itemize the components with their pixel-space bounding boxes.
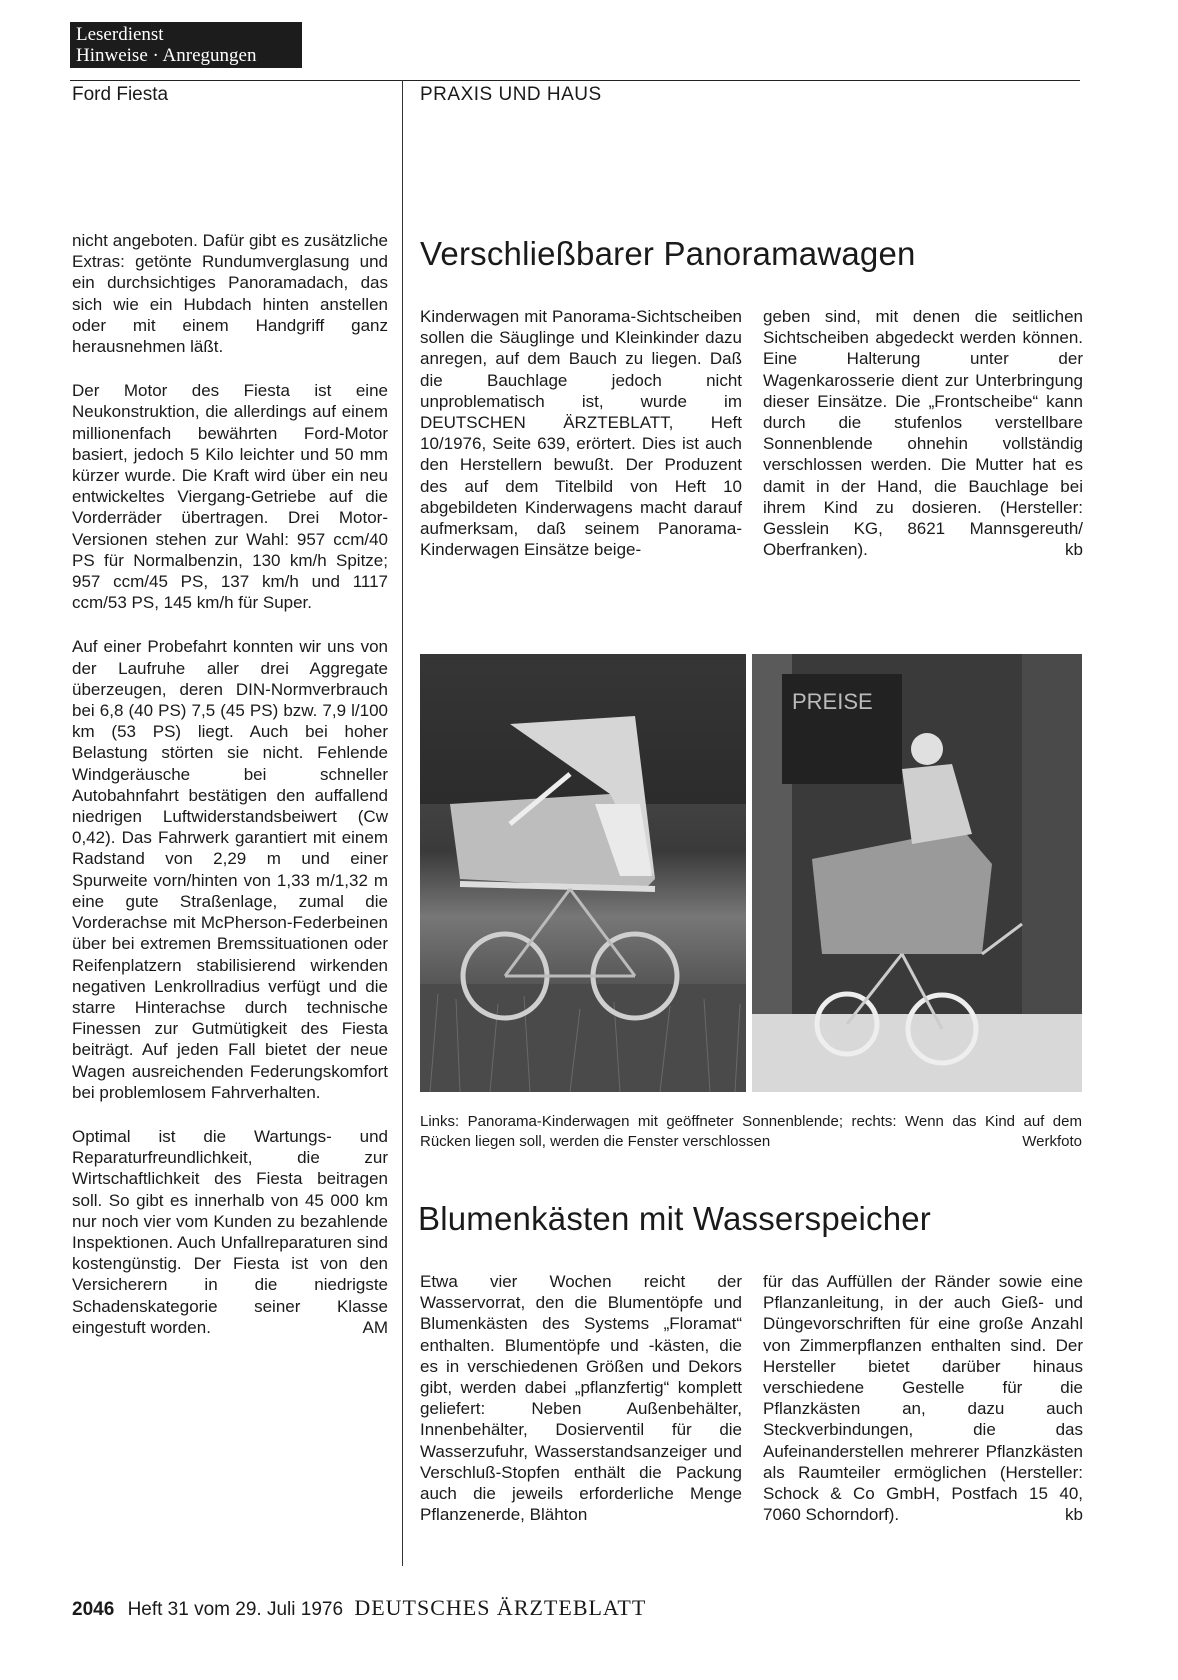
page-footer xyxy=(72,1595,646,1621)
header-box-line2: Hinweise · Anregungen xyxy=(76,45,257,66)
page-number: 2046 xyxy=(72,1599,115,1620)
fiesta-paragraph-1: nicht angeboten. Dafür gibt es zusätzliche Extras: getönte Rundumverglasung und ein durchsichtiges Panoramadach, das sich wie ein Hubdach hinten anstellen oder mit einem Handgriff ganz herausnehmen läßt. xyxy=(72,231,388,357)
fiesta-paragraph-4-text: Optimal ist die Wartungs- und Reparaturfreundlichkeit, die zur Wirtschaftlichkeit des Fiesta beitragen soll. So gibt es innerhalb von 45 000 km nur noch vier vom Kunden zu bezahlende Inspektionen. Auch Unfallreparaturen sind kostengünstig. Der Fiesta ist von den Versicherern in die niedrigste Schadenskategorie seiner Klasse eingestuft worden. xyxy=(72,1126,388,1337)
flowerbox-author: kb xyxy=(1065,1505,1083,1525)
panorama-column-2 xyxy=(763,306,1083,560)
photo-caption xyxy=(420,1112,1082,1152)
photo-credit: Werkfoto xyxy=(1022,1133,1082,1150)
header-box-line1: Leserdienst xyxy=(76,24,164,45)
flowerbox-column-2-text: für das Auffüllen der Ränder sowie eine Pflanzanleitung, in der auch Gieß- und Düngevorschriften für eine große Anzahl von Zimmerpflanzen enthalten sind. Der Hersteller bietet darüber hinaus verschiedene Gestelle für die Pflanzkästen an, dazu auch Steckverbindungen, die das Aufeinanderstellen mehrerer Pflanzkästen als Raumteiler ermöglichen (Hersteller: Schock & Co GmbH, Postfach 15 40, 7060 Schorndorf). xyxy=(763,1272,1083,1525)
fiesta-paragraph-2: Der Motor des Fiesta ist eine Neukonstruktion, die allerdings auf einem millionenfach bewährten Ford-Motor basiert, jedoch 5 Kilo leichter und 50 mm kürzer wurde. Die Kraft wird über ein neu entwickeltes Viergang-Getriebe auf die Vorderräder übertragen. Drei Motor-Versionen stehen zur Wahl: 957 ccm/40 PS für Normalbenzin, 130 km/h Spitze; 957 ccm/45 PS, 137 km/h und 1117 ccm/53 PS, 145 km/h für Super. xyxy=(72,381,388,613)
flowerbox-column-2 xyxy=(763,1271,1083,1525)
stroller-photo-right xyxy=(752,654,1082,1092)
column-divider xyxy=(402,80,403,1566)
section-label-right: PRAXIS UND HAUS xyxy=(420,84,602,105)
stroller-closed-illustration xyxy=(752,654,1082,1092)
magazine-name: DEUTSCHES ÄRZTEBLATT xyxy=(354,1595,647,1620)
top-rule xyxy=(70,80,1080,81)
fiesta-paragraph-4 xyxy=(72,1126,388,1338)
panorama-headline: Verschließbarer Panoramawagen xyxy=(420,235,916,272)
fiesta-author: AM xyxy=(362,1317,388,1337)
panorama-column-2-text: geben sind, mit denen die seitlichen Sichtscheiben abgedeckt werden können. Eine Halterung unter der Wagenkarosserie dient zur Unterbringung dieser Einsätze. Die „Frontscheibe“ kann durch die stufenlos verstellbare Sonnenblende ohnehin vollständig verschlossen werden. Die Mutter hat es damit in der Hand, die Bauchlage bei ihrem Kind zu dosieren. (Hersteller: Gesslein KG, 8621 Mannsgereuth/ Oberfranken). xyxy=(763,307,1083,560)
section-label-left: Ford Fiesta xyxy=(72,84,169,105)
panorama-column-1: Kinderwagen mit Panorama-Sichtscheiben sollen die Säuglinge und Kleinkinder dazu anregen, auf dem Bauch zu liegen. Daß die Bauchlage jedoch nicht unproblematisch ist, wurde im DEUTSCHEN ÄRZTEBLATT, Heft 10/1976, Seite 639, erörtert. Dies ist auch den Herstellern bewußt. Der Produzent des auf dem Titelbild von Heft 10 abgebildeten Kinderwagens macht darauf aufmerksam, daß seinem Panorama-Kinderwagen Einsätze beige- xyxy=(420,307,742,560)
panorama-author: kb xyxy=(1065,540,1083,560)
photo-caption-text: Links: Panorama-Kinderwagen mit geöffneter Sonnenblende; rechts: Wenn das Kind auf dem Rücken liegen soll, werden die Fenster verschlossen xyxy=(420,1113,1082,1150)
flowerbox-column-1: Etwa vier Wochen reicht der Wasservorrat, den die Blumentöpfe und Blumenkästen des Systems „Floramat“ enthalten. Blumentöpfe und -kästen, die es in verschiedenen Größen und Dekors gibt, werden dabei „pflanzfertig“ komplett geliefert: Neben Außenbehälter, Innenbehälter, Dosierventil für die Wasserzufuhr, Wasserstandsanzeiger und Verschluß-Stopfen enthält die Packung auch die jeweils erforderliche Menge Pflanzenerde, Blähton xyxy=(420,1272,742,1525)
stroller-photo-left xyxy=(420,654,746,1092)
stroller-open-illustration xyxy=(420,654,746,1092)
issue-info: Heft 31 vom 29. Juli 1976 xyxy=(127,1599,344,1620)
flowerbox-headline: Blumenkästen mit Wasserspeicher xyxy=(418,1200,931,1237)
photo-shop-sign: PREISE xyxy=(792,689,873,714)
fiesta-article-column xyxy=(72,230,388,1361)
fiesta-paragraph-3: Auf einer Probefahrt konnten wir uns von der Laufruhe aller drei Aggregate überzeugen, deren DIN-Normverbrauch bei 6,8 (40 PS) 7,5 (45 PS) bzw. 7,9 l/100 km (53 PS) liegt. Auch bei hoher Belastung störten sie nicht. Fehlende Windgeräusche bei schneller Autobahnfahrt bestätigen den auffallend niedrigen Luftwiderstandsbeiwert (Cw 0,42). Das Fahrwerk garantiert mit einem Radstand von 2,29 m und einer Spurweite vorn/hinten von 1,33 m/1,32 m eine gute Straßenlage, zumal die Vorderachse mit McPherson-Federbeinen über bei extremen Bremssituationen oder Reifenplatzern stabilisierend wirkenden negativen Lenkrollradius verfügt und die starre Hinterachse durch technische Finessen zur Gutmütigkeit des Fiesta beiträgt. Auf jeden Fall bietet der neue Wagen ausreichenden Federungskomfort bei problemlosem Fahrverhalten. xyxy=(72,637,388,1102)
section-header-box xyxy=(70,22,302,68)
